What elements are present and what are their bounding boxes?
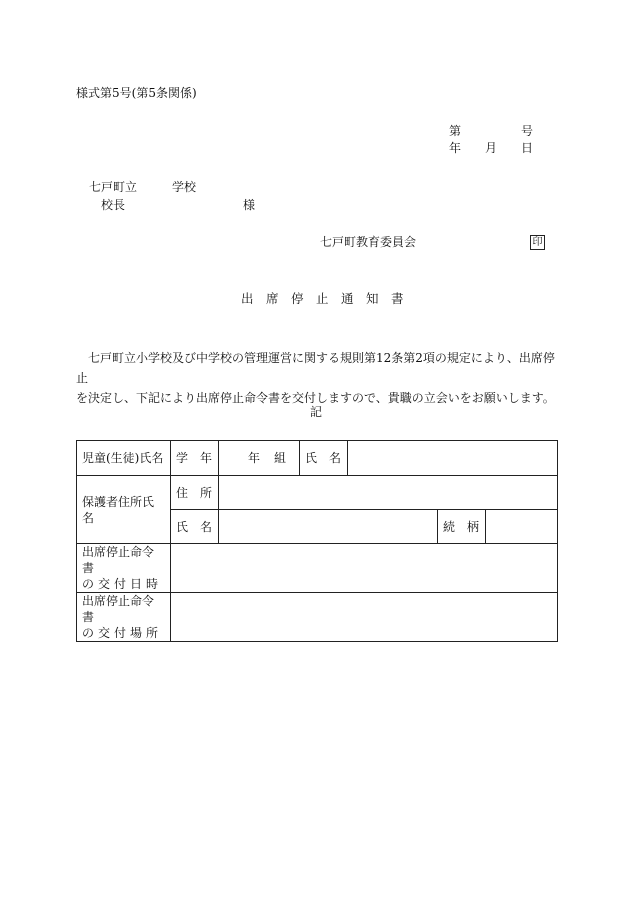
body-line-1: 七戸町立小学校及び中学校の管理運営に関する規則第12条第2項の規定により、出席停止 — [76, 351, 555, 385]
student-name-label: 児童(生徒)氏名 — [77, 441, 171, 476]
grade-class-cell[interactable] — [219, 441, 300, 476]
table-row-guardian-address — [77, 476, 558, 510]
delivery-place-field[interactable] — [171, 593, 558, 642]
number-suffix: 号 — [521, 124, 534, 138]
addressee-school-prefix: 七戸町立 — [89, 180, 138, 194]
student-name-field-label: 氏 名 — [300, 441, 348, 476]
body-line-2: を決定し、下記により出席停止命令書を交付しますので、貴職の立会いをお願いします。 — [76, 391, 555, 405]
delivery-place-label-line2: の交付場所 — [82, 626, 163, 640]
table-row-delivery-date — [77, 544, 558, 593]
info-table — [76, 440, 558, 642]
student-name-field[interactable] — [348, 441, 558, 476]
addressee-school-suffix: 学校 — [172, 180, 197, 194]
addressee-honorific: 様 — [243, 198, 256, 212]
document-title: 出 席 停 止 通 知 書 — [241, 291, 404, 306]
grade-label: 学 年 — [171, 441, 219, 476]
addressee-principal: 校長 — [101, 198, 126, 212]
date-month: 月 — [485, 141, 498, 155]
body-text — [76, 348, 560, 408]
sender-name: 七戸町教育委員会 — [320, 235, 417, 249]
guardian-name-label: 氏 名 — [171, 510, 219, 544]
date-day: 日 — [521, 141, 534, 155]
kumi-label: 組 — [273, 451, 286, 465]
relation-field[interactable] — [486, 510, 558, 544]
table-row-student — [77, 441, 558, 476]
address-label: 住 所 — [171, 476, 219, 510]
delivery-date-field[interactable] — [171, 544, 558, 593]
guardian-label: 保護者住所氏名 — [77, 476, 171, 544]
delivery-date-label-line1: 出席停止命令書 — [82, 545, 155, 575]
ki-label: 記 — [310, 405, 323, 419]
table-row-delivery-place — [77, 593, 558, 642]
delivery-place-label-line1: 出席停止命令書 — [82, 594, 155, 624]
seal-mark: 印 — [530, 235, 545, 250]
address-field[interactable] — [219, 476, 558, 510]
form-number: 様式第5号(第5条関係) — [76, 86, 197, 100]
delivery-date-label — [77, 544, 171, 593]
delivery-date-label-line2: の交付日時 — [82, 577, 163, 591]
guardian-name-field[interactable] — [219, 510, 438, 544]
relation-label: 続 柄 — [438, 510, 486, 544]
delivery-place-label — [77, 593, 171, 642]
number-prefix: 第 — [449, 124, 462, 138]
date-year: 年 — [449, 141, 462, 155]
nen-label: 年 — [248, 451, 261, 465]
